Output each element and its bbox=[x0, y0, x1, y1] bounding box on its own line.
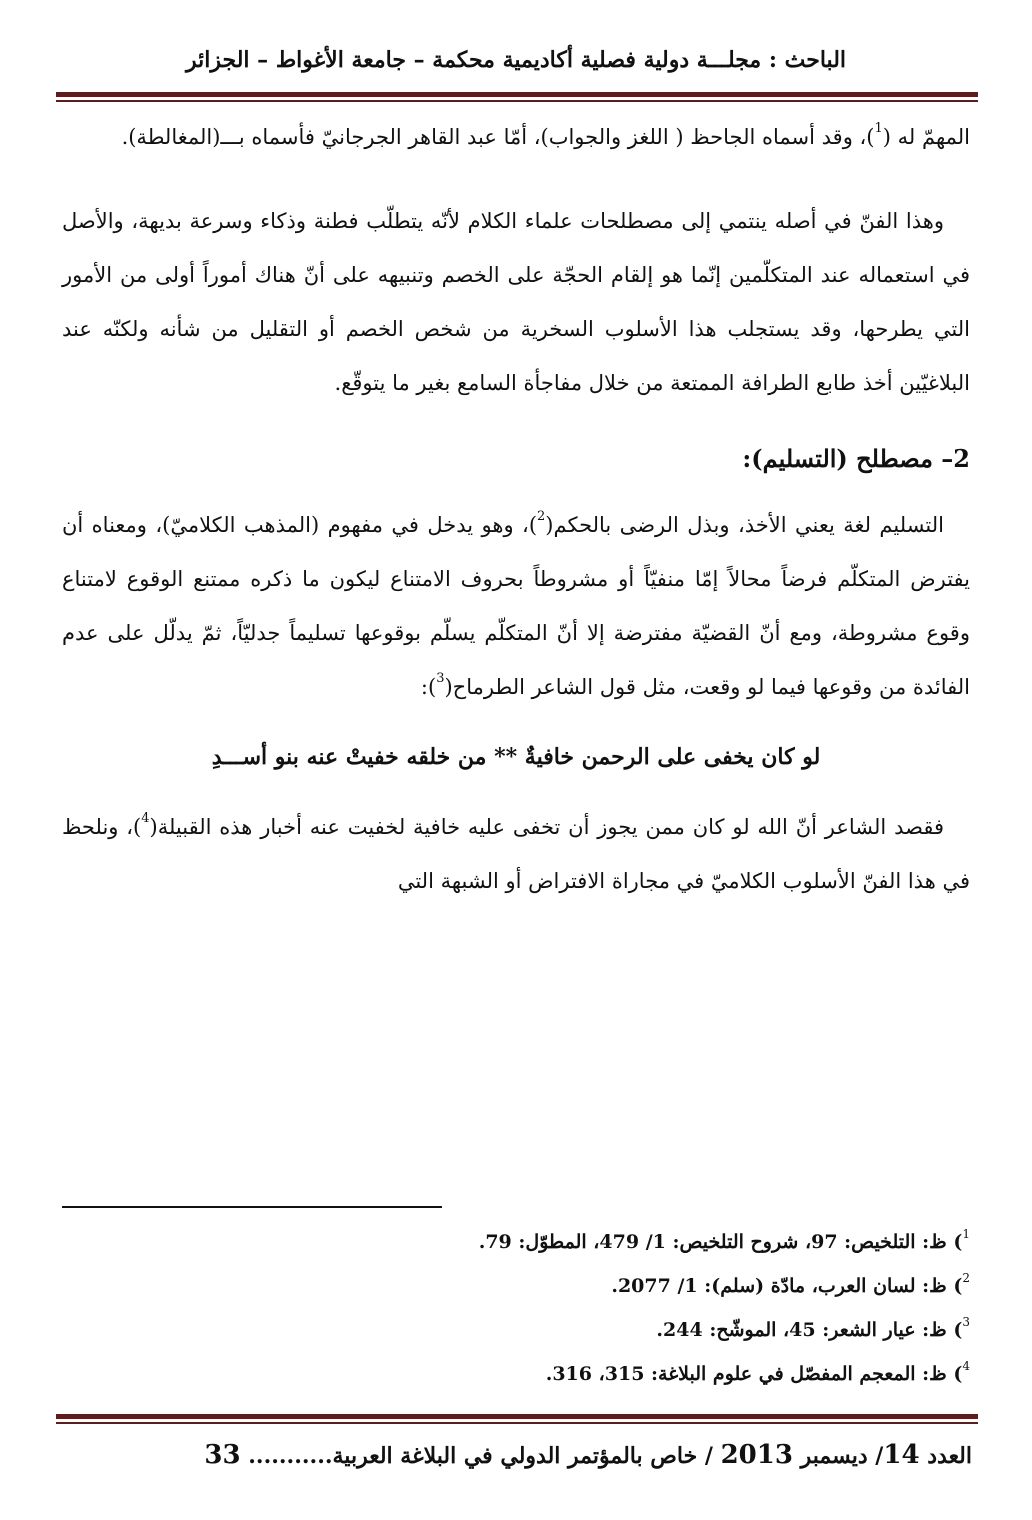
header-rule-thin bbox=[56, 100, 978, 102]
footnote-ref-1[interactable]: 1 bbox=[874, 121, 883, 136]
section-heading bbox=[62, 432, 970, 486]
footnote-3: $^3$) ظ: عيار الشعر: 45، الموشّح: 244. bbox=[656, 1315, 970, 1341]
paragraph-1: المهمّ له ($^1$)، وقد أسماه الجاحظ ( اللغز والجواب)، أمّا عبد القاهر الجرجانيّ فأسماه بـــ(المغالطة). bbox=[121, 121, 970, 149]
footnotes bbox=[62, 1220, 970, 1396]
paragraph-2: وهذا الفنّ في أصله ينتمي إلى مصطلحات علماء الكلام لأنّه يتطلّب فطنة وذكاء وسرعة بديهة، والأصل في استعماله عند المتكلّمين إنّما هو إلقام الحجّة على الخصم وتنبيهه على أنّ هناك أموراً أولى من الأمور التي يطرحها، وقد يستجلب هذا الأسلوب السخرية من شخص الخصم أو التقليل من شأنه ولكنّه عند البلاغيّين أخذ طابع الطرافة الممتعة من خلال مفاجأة السامع بغير ما يتوقّع. bbox=[62, 209, 970, 395]
footnote-1: $^1$) ظ: التلخيص: 97، شروح التلخيص: 1/ 479، المطوّل: 79. bbox=[478, 1227, 970, 1253]
running-footer bbox=[60, 1430, 972, 1480]
issue-label: العدد bbox=[927, 1443, 972, 1469]
issue-number: 14 bbox=[883, 1440, 920, 1470]
paragraph-3: التسليم لغة يعني الأخذ، وبذل الرضى بالحكم($^2$)، وهو يدخل في مفهوم (المذهب الكلاميّ)، ومعناه أن يفترض المتكلّم فرضاً محالاً إمّا منفيّاً أو مشروطاً بحروف الامتناع ليكون ما ذكره ممتنع الوقوع لامتناع وقوع مشروطة، ومع أنّ القضيّة مفترضة إلا أنّ المتكلّم يسلّم بوقوعها تسليماً جدليّاً، ثمّ يدلّل على عدم الفائدة من وقوعها فيما لو وقعت، مثل قول الشاعر الطرماح($^3$): bbox=[62, 509, 970, 699]
issue-date: / ديسمبر bbox=[800, 1443, 884, 1469]
header-rule-thick bbox=[56, 92, 978, 97]
section-number: 2– bbox=[941, 444, 970, 473]
footnote-ref-2[interactable]: 2 bbox=[537, 509, 546, 524]
issue-year: 2013 bbox=[720, 1440, 793, 1470]
special-issue-note: / خاص بالمؤتمر الدولي في البلاغة العربية........... bbox=[248, 1443, 713, 1469]
page-number: 33 bbox=[204, 1440, 241, 1470]
footnote-2: $^2$) ظ: لسان العرب، مادّة (سلم): 1/ 2077. bbox=[611, 1271, 970, 1297]
running-header: الباحث : مجلـــة دولية فصلية أكاديمية محكمة – جامعة الأغواط – الجزائر bbox=[185, 47, 847, 73]
footnote-4: $^4$) ظ: المعجم المفصّل في علوم البلاغة: 315، 316. bbox=[545, 1359, 970, 1385]
poetry-verse: لو كان يخفى على الرحمن خافيةٌ ** من خلقه خفيتْ عنه بنو أســـدِ bbox=[211, 744, 821, 770]
footnote-ref-4[interactable]: 4 bbox=[141, 811, 150, 826]
article-body bbox=[62, 110, 970, 908]
footnote-ref-3[interactable]: 3 bbox=[436, 671, 445, 686]
footer-rule-thick bbox=[56, 1414, 978, 1419]
footer-rule-thin bbox=[56, 1422, 978, 1424]
paragraph-4: فقصد الشاعر أنّ الله لو كان ممن يجوز أن تخفى عليه خافية لخفيت عنه أخبار هذه القبيلة($^4$)، ونلحظ في هذا الفنّ الأسلوب الكلاميّ في مجاراة الافتراض أو الشبهة التي bbox=[62, 811, 970, 893]
footnote-separator bbox=[62, 1206, 442, 1208]
section-title: مصطلح (التسليم): bbox=[742, 444, 933, 473]
